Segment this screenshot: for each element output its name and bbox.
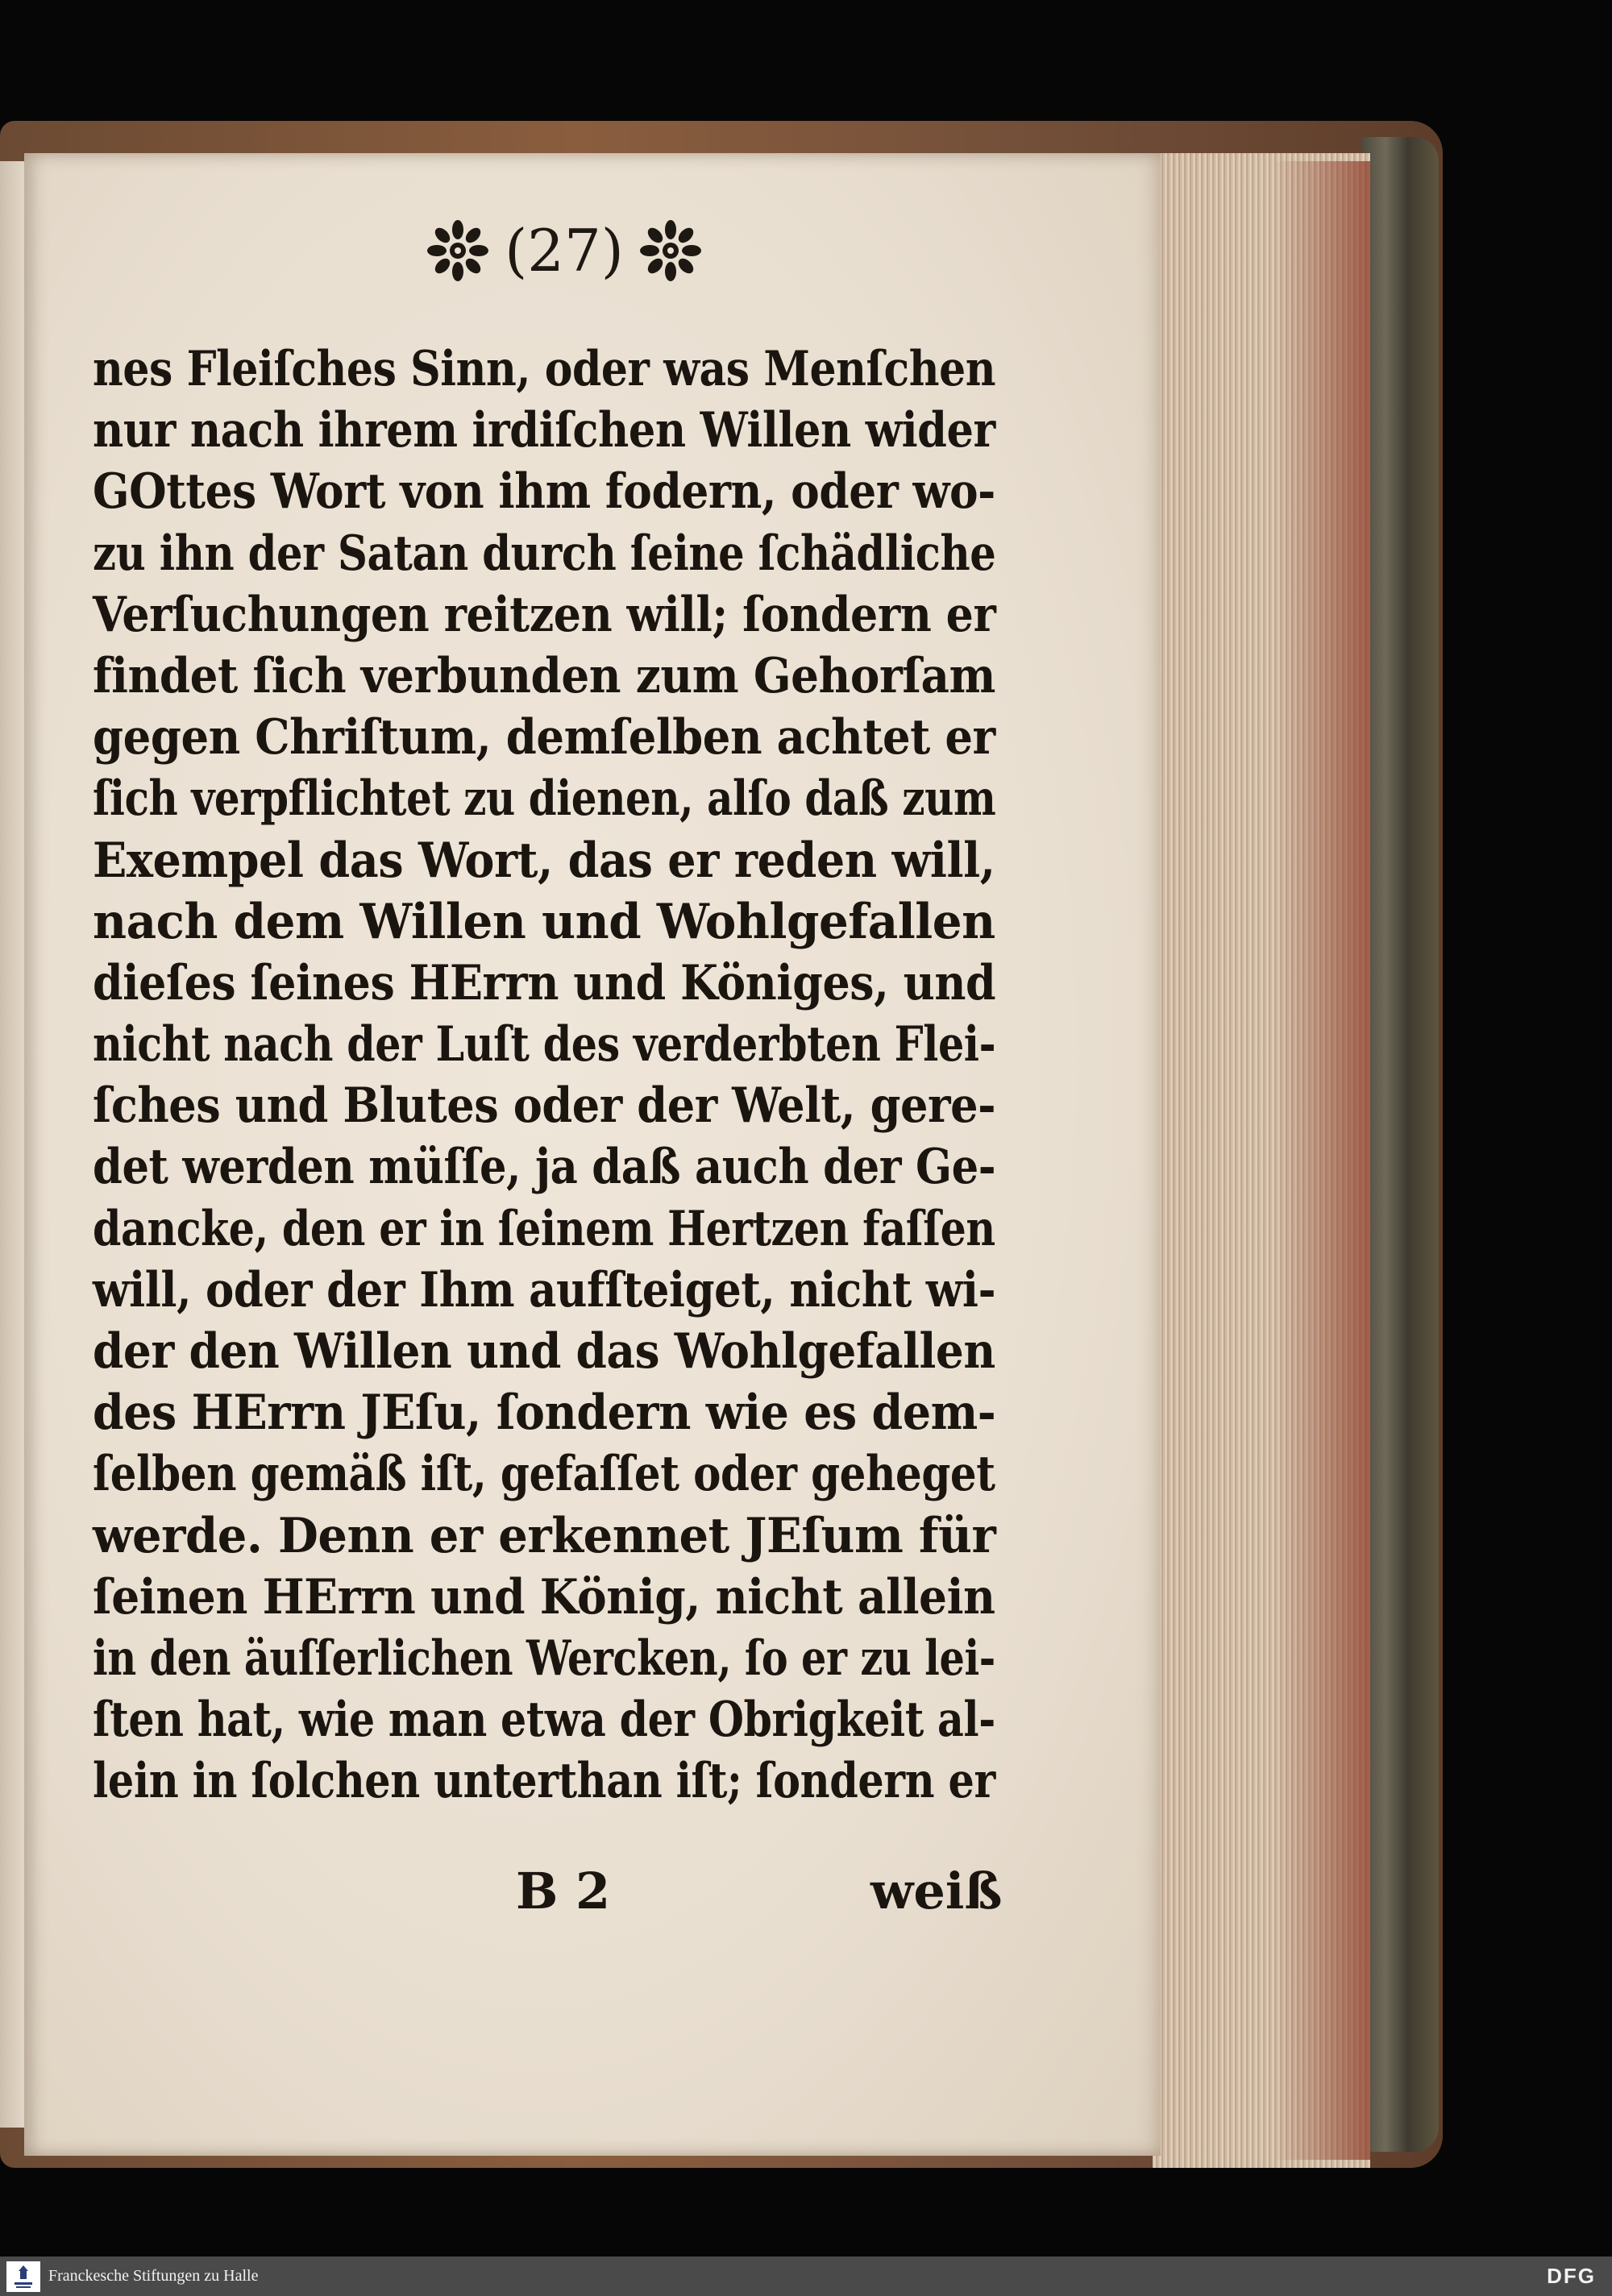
text-line: nach dem Willen und Wohlgefallen (93, 893, 995, 950)
text-line: GOttes Wort von ihm fodern, oder wo- (93, 463, 995, 521)
text-line: nur nach ihrem irdiſchen Willen wider (93, 402, 995, 459)
flower-ornament-icon (638, 218, 703, 283)
text-line: des HErrn JEſu, ſondern wie es dem- (93, 1385, 996, 1442)
text-line: gegen Chriſtum, demſelben achtet er (93, 709, 995, 766)
institution-name: Franckesche Stiftungen zu Halle (48, 2267, 259, 2285)
page-number: (27) (505, 217, 624, 284)
text-line: will, oder der Ihm aufſteiget, nicht wi- (93, 1261, 996, 1318)
institution-logo-icon (6, 2261, 40, 2292)
text-line: zu ihn der Satan durch ſeine ſchädliche (93, 525, 996, 582)
text-line: det werden müſſe, ja daß auch der Ge- (93, 1139, 996, 1196)
text-line: werde. Denn er erkennet JEſum für (93, 1507, 996, 1564)
signature-mark: B 2 (516, 1862, 611, 1920)
book-cover-edge (1362, 137, 1439, 2152)
text-line: nicht nach der Luſt des verderbten Flei- (93, 1016, 996, 1073)
text-line: ſelben gemäß iſt, gefaſſet oder geheget (93, 1446, 995, 1503)
text-line: ſten hat, wie man etwa der Obrigkeit al- (93, 1692, 995, 1749)
text-line: nes Fleiſches Sinn, oder was Menſchen (93, 341, 996, 397)
flower-ornament-icon (426, 218, 490, 283)
page-edges-shade (1273, 161, 1370, 2160)
text-line: dieſes ſeines HErrn und Königes, und (93, 954, 996, 1011)
text-line: dancke, den er in ſeinem Hertzen faſſen (93, 1200, 995, 1257)
text-line: ſeinen HErrn und König, nicht allein (93, 1568, 995, 1625)
text-line: ſich verpflichtet zu dienen, alſo daß zum (93, 770, 996, 828)
body-text (93, 338, 995, 1812)
catchword: weiß (870, 1862, 1003, 1920)
text-line: der den Willen und das Wohlgefallen (93, 1323, 995, 1380)
funder-logo: DFG (1547, 2264, 1596, 2288)
text-line: Exempel das Wort, das er reden will, (93, 832, 995, 889)
text-line: ſches und Blutes oder der Welt, gere- (93, 1077, 996, 1135)
text-line: findet ſich verbunden zum Gehorſam (93, 647, 996, 704)
text-line: in den äuſſerlichen Wercken, ſo er zu lei- (93, 1630, 995, 1687)
page-header (387, 214, 742, 287)
text-line: lein in ſolchen unterthan iſt; ſondern er (93, 1753, 995, 1810)
footer-bar (0, 2257, 1612, 2296)
text-line: Verſuchungen reitzen will; ſondern er (93, 586, 996, 643)
